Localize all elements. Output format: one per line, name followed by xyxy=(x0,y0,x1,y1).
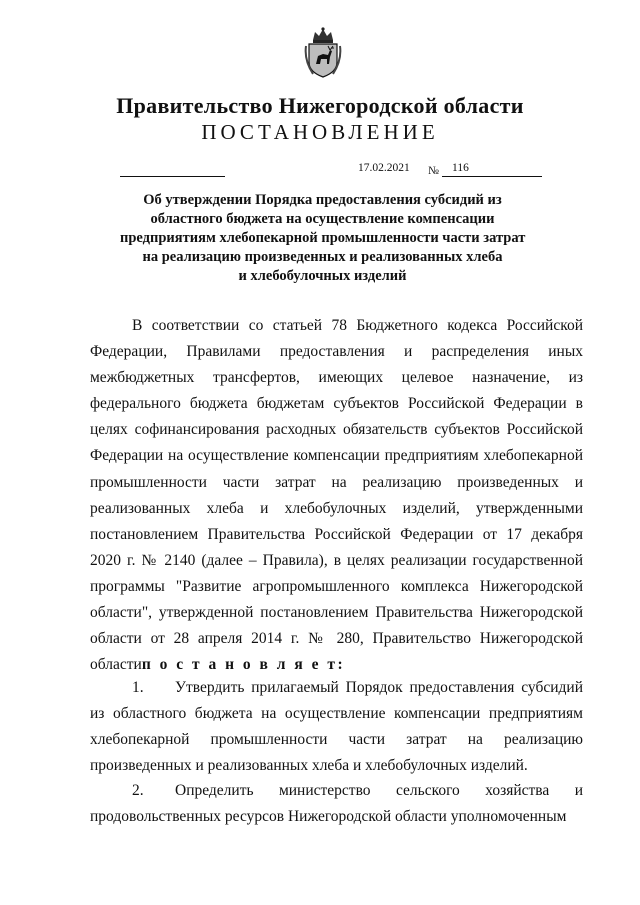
subject-line: и хлебобулочных изделий xyxy=(238,268,407,284)
item-text: Определить министерство сельского хозяйства и продовольственных ресурсов Нижегородской области уполномоченным xyxy=(90,782,583,826)
resolves-word: п о с т а н о в л я е т: xyxy=(141,656,346,674)
number-underline xyxy=(442,176,542,177)
subject-line: областного бюджета на осуществление компенсации xyxy=(150,211,495,227)
blank-line xyxy=(120,176,225,177)
item-paragraph xyxy=(90,778,583,830)
subject-line: на реализацию произведенных и реализованных хлеба xyxy=(142,249,503,265)
number-sign: № xyxy=(428,165,439,177)
item-number: 2. xyxy=(132,782,144,799)
coat-of-arms-icon xyxy=(303,26,343,80)
item-paragraph xyxy=(90,675,583,779)
preamble-paragraph xyxy=(90,313,583,678)
document-type: ПОСТАНОВЛЕНИЕ xyxy=(201,120,439,144)
document-subject xyxy=(120,191,525,286)
government-name: Правительство Нижегородской области xyxy=(116,93,524,118)
preamble-text: В соответствии со статьей 78 Бюджетного кодекса Российской Федерации, Правилами предоставления и распределения иных межбюджетных трансфертов, имеющих целевое назначение, из федерального бюджета бюджетам субъектов Российской Федерации в целях софинансирования расходных обязательств субъектов Российской Федерации на осуществление компенсации предприятиям хлебопекарной промышленности части затрат на реализацию произведенных и реализованных хлеба и хлебобулочных изделий, утвержденными постановлением Правительства Российской Федерации от 17 декабря 2020 г. № 2140 (далее – Правила), в целях реализации государственной программы "Развитие агропромышленного комплекса Нижегородской области", утвержденной постановлением Правительства Нижегородской области от 28 апреля 2014 г. № 280, Правительство Нижегородской области xyxy=(90,317,583,674)
document-date: 17.02.2021 xyxy=(358,162,410,174)
document-number: 116 xyxy=(452,162,469,174)
item-text: Утвердить прилагаемый Порядок предоставления субсидий из областного бюджета на осуществление компенсации предприятиям хлебопекарной промышленности части затрат на реализацию произведенных и реализованных хлеба и хлебобулочных изделий. xyxy=(90,679,583,775)
item-number: 1. xyxy=(132,679,144,696)
subject-line: предприятиям хлебопекарной промышленности части затрат xyxy=(120,230,526,246)
subject-line: Об утверждении Порядка предоставления субсидий из xyxy=(143,192,502,208)
